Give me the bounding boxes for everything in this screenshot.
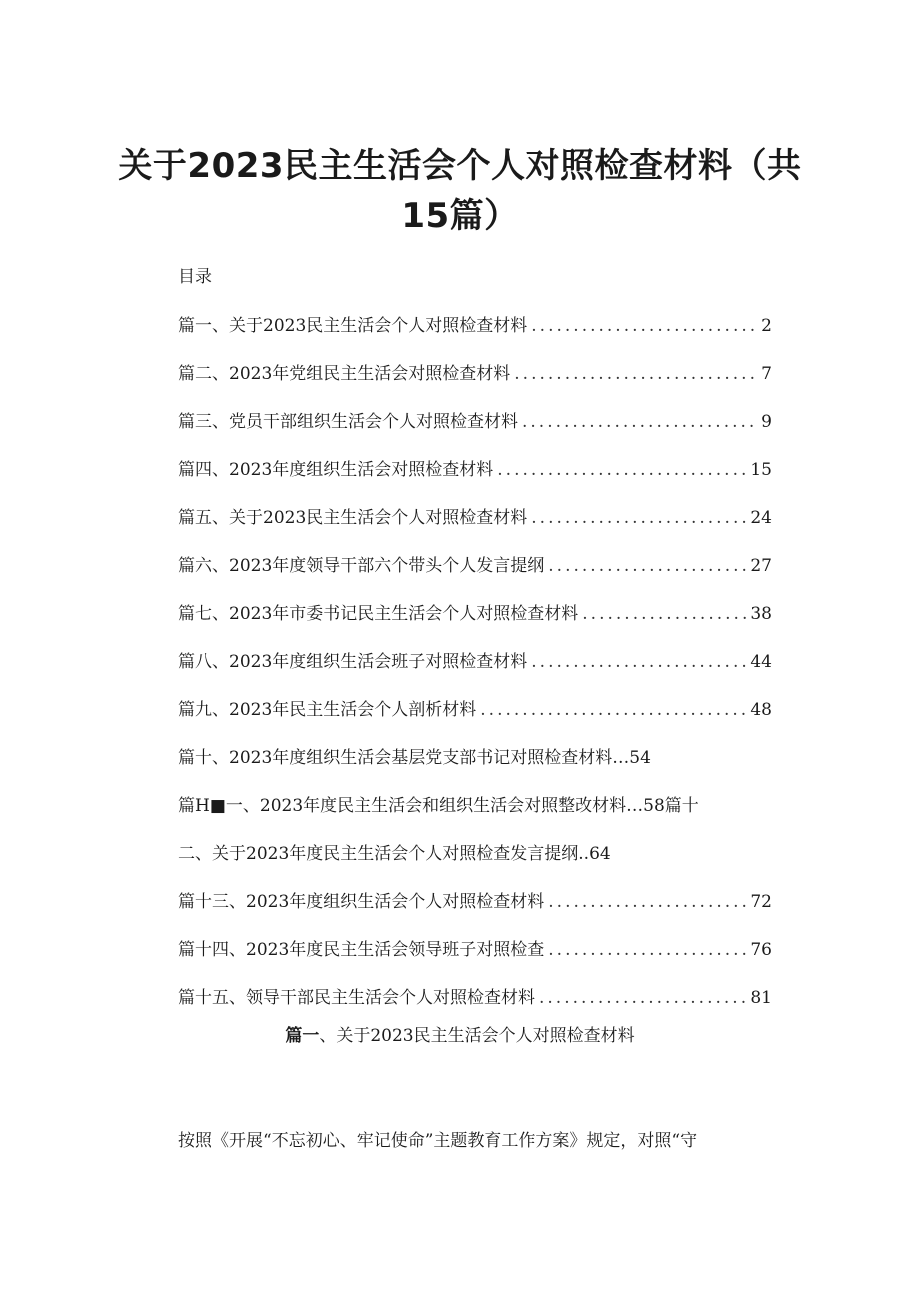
toc-entry-page: 9: [761, 412, 772, 432]
toc-entry-page: 27: [750, 556, 772, 576]
toc-entry: [178, 647, 772, 672]
toc-entry-title: 篇一、关于2023民主生活会个人对照检查材料: [178, 316, 528, 336]
toc-leader-dots: [582, 604, 746, 624]
body-paragraph: 按照《开展“不忘初心、牢记使命”主题教育工作方案》规定，对照“守: [178, 1131, 698, 1151]
toc-entry-11: 篇H■一、2023年度民主生活会和组织生活会对照整改材料…58篇十: [178, 796, 699, 816]
toc-leader-dots: [522, 412, 757, 432]
section-heading-text: 、关于2023民主生活会个人对照检查材料: [319, 1026, 635, 1046]
toc-entry-title: 篇二、2023年党组民主生活会对照检查材料: [178, 364, 511, 384]
toc-leader-dots: [531, 652, 746, 672]
toc-entry-title: 篇七、2023年市委书记民主生活会个人对照检查材料: [178, 604, 579, 624]
toc-entry: [178, 455, 772, 480]
toc-heading: 目录: [178, 267, 212, 287]
toc-entry: [178, 887, 772, 912]
toc-leader-dots: [480, 700, 746, 720]
toc-entry: [178, 599, 772, 624]
toc-entry: [178, 983, 772, 1008]
toc-entry-title: 篇八、2023年度组织生活会班子对照检查材料: [178, 652, 528, 672]
toc-entry-page: 44: [750, 652, 772, 672]
toc-entry-12: 二、关于2023年度民主生活会个人对照检查发言提纲..64: [178, 844, 611, 864]
toc-entry-10: 篇十、2023年度组织生活会基层党支部书记对照检查材料…54: [178, 748, 651, 768]
toc-leader-dots: [531, 316, 757, 336]
toc-entry: [178, 551, 772, 576]
toc-entry: [178, 359, 772, 384]
toc-entry-page: 81: [750, 988, 772, 1008]
toc-entry-page: 7: [761, 364, 772, 384]
toc-entry: [178, 311, 772, 336]
toc-entry-title: 篇四、2023年度组织生活会对照检查材料: [178, 460, 494, 480]
toc-entry-title: 篇五、关于2023民主生活会个人对照检查材料: [178, 508, 528, 528]
toc-entry-title: 篇三、党员干部组织生活会个人对照检查材料: [178, 412, 518, 432]
toc-leader-dots: [531, 508, 746, 528]
document-title-line2: 15篇）: [401, 196, 519, 236]
document-title-line1: 关于2023民主生活会个人对照检查材料（共: [118, 146, 802, 186]
toc-entry-page: 2: [761, 316, 772, 336]
toc-entry-title: 篇十三、2023年度组织生活会个人对照检查材料: [178, 892, 545, 912]
toc-entry: [178, 935, 772, 960]
toc-leader-dots: [514, 364, 757, 384]
section-heading: [0, 1021, 920, 1046]
toc-leader-dots: [548, 892, 746, 912]
toc-entry-page: 15: [750, 460, 772, 480]
toc-leader-dots: [548, 556, 746, 576]
toc-leader-dots: [548, 940, 746, 960]
toc-leader-dots: [497, 460, 746, 480]
toc-leader-dots: [539, 988, 746, 1008]
toc-entry: [178, 503, 772, 528]
toc-entry-title: 篇六、2023年度领导干部六个带头个人发言提纲: [178, 556, 545, 576]
toc-entry-title: 篇九、2023年民主生活会个人剖析材料: [178, 700, 477, 720]
section-heading-prefix: 篇一: [285, 1026, 320, 1046]
toc-entry-page: 24: [750, 508, 772, 528]
toc-entry-page: 76: [750, 940, 772, 960]
toc-entry-page: 48: [750, 700, 772, 720]
toc-entry-page: 72: [750, 892, 772, 912]
toc-entry-page: 38: [750, 604, 772, 624]
toc-entry-title: 篇十四、2023年度民主生活会领导班子对照检查: [178, 940, 545, 960]
toc-entry: [178, 695, 772, 720]
toc-entry: [178, 407, 772, 432]
toc-entry-title: 篇十五、领导干部民主生活会个人对照检查材料: [178, 988, 535, 1008]
